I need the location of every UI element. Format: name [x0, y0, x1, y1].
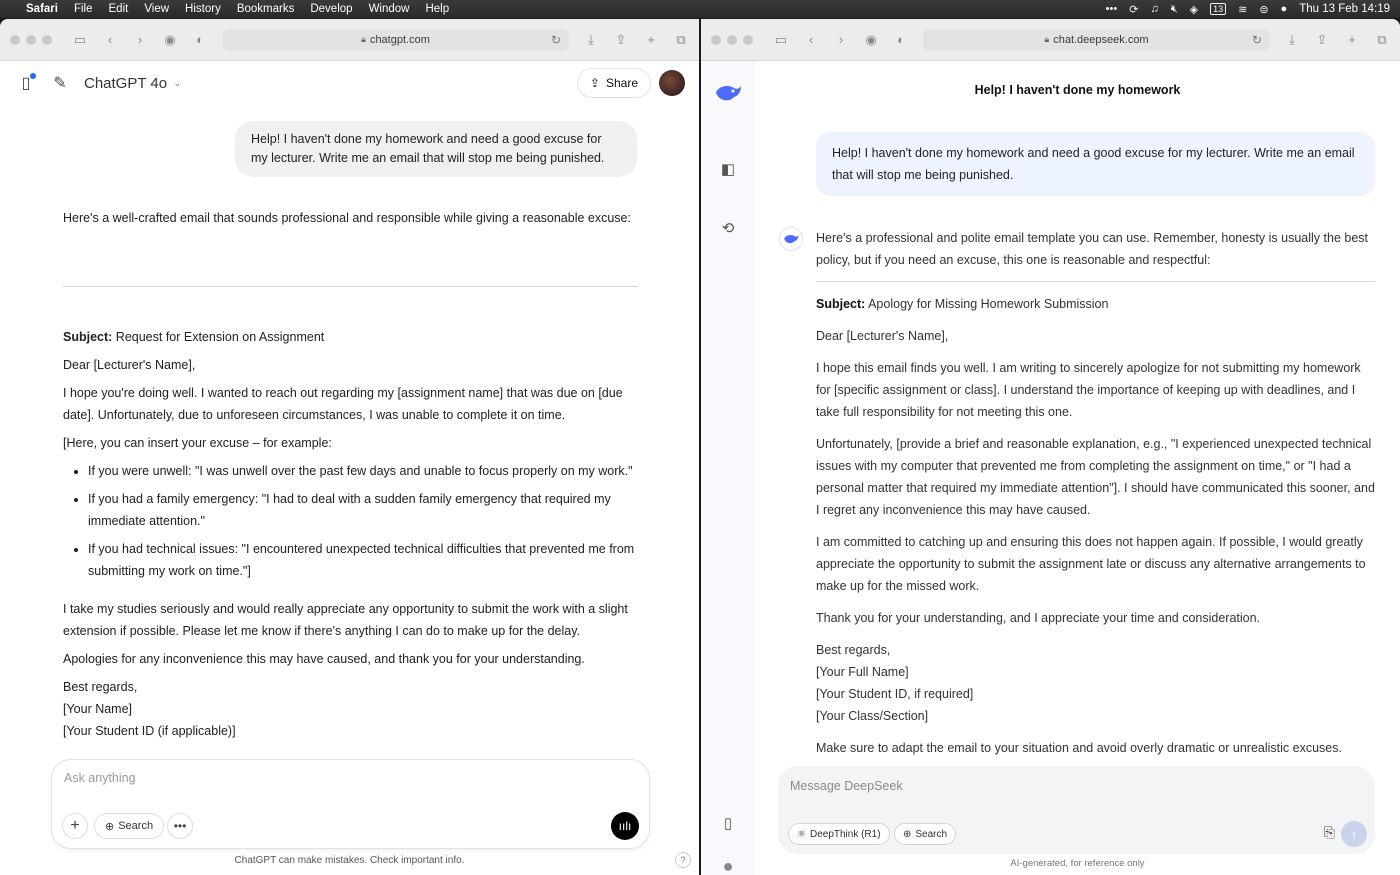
voice-mode-button[interactable]: ıılı [611, 812, 639, 840]
browser-toolbar [0, 19, 699, 61]
tabs-overview-icon[interactable]: ⧉ [676, 31, 686, 47]
user-message: Help! I haven't done my homework and need a good excuse for my lecturer. Write me an email that will stop me being punished. [816, 132, 1375, 196]
share-button[interactable] [577, 68, 651, 98]
list-item: • If you had a family emergency: "I had to deal with a sudden family emergency that required my immediate attention." [88, 488, 638, 532]
reload-icon[interactable]: ↻ [550, 32, 561, 47]
search-label: Search [118, 820, 154, 832]
attach-icon[interactable]: ⎘ [1323, 824, 1335, 840]
sidebar [701, 61, 755, 875]
open-sidebar-icon[interactable]: ◧ [720, 161, 736, 178]
deepthink-label: DeepThink (R1) [809, 828, 881, 840]
message-input[interactable]: Message DeepSeek [790, 779, 903, 793]
email-subject: Subject: Apology for Missing Homework Submission [816, 297, 1109, 311]
email-para: I hope you're doing well. I wanted to reach out regarding my [assignment name] that was due on [due date]. Unfortunately, due to unforeseen circumstances, I was unable to complete it on time. [63, 386, 623, 422]
menu-help[interactable]: Help [425, 3, 450, 15]
email-para: Thank you for your understanding, and I appreciate your time and consideration. [816, 611, 1261, 625]
email-greeting: Dear [Lecturer's Name], [816, 329, 949, 343]
lock-icon: 🔒︎ [361, 34, 366, 44]
email-signoff: [Your Name] [63, 702, 133, 716]
back-icon[interactable]: ‹ [808, 32, 814, 47]
email-greeting: Dear [Lecturer's Name], [63, 358, 196, 372]
privacy-icon[interactable]: ◐ [196, 32, 204, 47]
menu-file[interactable]: File [73, 3, 93, 15]
avatar[interactable] [659, 70, 685, 96]
model-name: ChatGPT 4o [84, 74, 168, 92]
browser-toolbar [701, 19, 1400, 61]
menu-window[interactable]: Window [368, 3, 410, 15]
new-tab-icon[interactable]: + [1348, 32, 1356, 47]
sync-icon[interactable]: ⟳ [1129, 3, 1139, 16]
divider [63, 286, 638, 287]
wifi-icon[interactable]: ≋ [1238, 3, 1248, 16]
share-label: Share [605, 76, 638, 90]
deepseek-logo-icon[interactable] [713, 79, 743, 107]
help-button[interactable]: ? [675, 852, 691, 868]
download-icon[interactable]: ⤓ [588, 31, 594, 47]
deepseek-window [701, 19, 1400, 875]
email-para: I hope this email finds you well. I am writing to sincerely apologize for not submitting my homework for [specific assignment or class]. I understand the importance of keeping up with deadlines, and I take full responsibility for not meeting this one. [816, 361, 1361, 419]
email-body [816, 293, 1376, 759]
divider [816, 281, 1375, 282]
assistant-avatar-icon [779, 227, 803, 251]
list-item: • If you were unwell: "I was unwell over the past few days and unable to focus properly on my work." [88, 460, 638, 482]
email-subject: Subject: Request for Extension on Assignment [63, 330, 325, 344]
atom-icon: ⚛ [797, 828, 806, 840]
menu-app[interactable]: Safari [26, 3, 58, 15]
globe-icon: ⊕ [105, 820, 115, 833]
sidebar-icon[interactable]: ▯ [16, 73, 36, 93]
menu-history[interactable]: History [185, 3, 221, 15]
clock[interactable]: Thu 13 Feb 14:19 [1299, 3, 1390, 15]
email-para: Unfortunately, [provide a brief and reasonable explanation, e.g., "I experienced unexpected technical issues with my computer that prevented me from completing the assignment on time," or "I had a personal matter that required my immediate attention"]. I should have communicated this sooner, and I regret any inconvenience this may have caused. [816, 437, 1375, 517]
profile-icon[interactable]: ● [722, 855, 734, 875]
siri-icon[interactable]: ● [1280, 3, 1288, 15]
email-para: I take my studies seriously and would really appreciate any opportunity to submit the work with a slight extension if possible. Please let me know if there's anything I can do to make up for the delay. [63, 602, 628, 638]
search-button[interactable] [94, 813, 164, 839]
chat-composer[interactable] [778, 766, 1375, 854]
mobile-app-icon[interactable]: ▯ [723, 815, 733, 832]
headphones-icon[interactable]: ♫ [1150, 3, 1159, 15]
chat-thread [0, 105, 699, 785]
address-bar[interactable] [222, 29, 569, 51]
disclaimer: AI-generated, for reference only [1010, 858, 1145, 869]
menu-bookmarks[interactable]: Bookmarks [236, 3, 295, 15]
share-icon[interactable]: ⇪ [1316, 31, 1328, 47]
excuse-list [63, 460, 638, 582]
tabs-overview-icon[interactable]: ⧉ [1377, 31, 1387, 47]
lock-icon: 🔒︎ [1044, 34, 1050, 44]
globe-icon: ⊕ [903, 828, 912, 840]
chat-header [0, 61, 699, 105]
assistant-intro: Here's a professional and polite email template you can use. Remember, honesty is usually the best policy, but if you need an excuse, this one is reasonable and respectful: [816, 231, 1368, 267]
email-signoff: [Your Student ID, if required] [816, 687, 974, 701]
deepthink-button[interactable] [788, 823, 890, 845]
back-icon[interactable]: ‹ [107, 32, 113, 47]
address-bar[interactable] [923, 29, 1270, 51]
menu-bar [0, 0, 1400, 18]
new-tab-icon[interactable]: + [647, 32, 655, 47]
email-signoff: [Your Class/Section] [816, 709, 929, 723]
menu-edit[interactable]: Edit [108, 3, 129, 15]
assistant-intro: Here's a well-crafted email that sounds professional and responsible while giving a reasonable excuse: [63, 211, 631, 225]
email-signoff: [Your Student ID (if applicable)] [63, 724, 236, 738]
closing-note: Make sure to adapt the email to your situation and avoid overly dramatic or unrealistic excuses. [816, 741, 1342, 755]
new-chat-icon[interactable]: ⟲ [721, 220, 735, 237]
menu-view[interactable]: View [144, 3, 170, 15]
search-button[interactable] [894, 823, 956, 845]
search-label: Search [915, 828, 948, 840]
chat-title: Help! I haven't done my homework [974, 83, 1181, 97]
window-controls[interactable] [10, 35, 52, 45]
email-para: [Here, you can insert your excuse – for example: [63, 436, 332, 450]
sidebar-toggle-icon[interactable]: ▭ [774, 31, 788, 47]
email-para: Apologies for any inconvenience this may have caused, and thank you for your understanding. [63, 652, 585, 666]
extension-icon[interactable]: ◉ [865, 31, 877, 47]
email-para: I am committed to catching up and ensuring this does not happen again. If possible, I would greatly appreciate the opportunity to submit the assignment late or discuss any alternative arrangements to make up for the missed work. [816, 535, 1366, 593]
more-options-button[interactable]: ••• [167, 813, 193, 839]
email-signoff: Best regards, [63, 680, 138, 694]
download-icon[interactable]: ⤓ [1289, 31, 1295, 47]
extension-icon[interactable]: ◉ [164, 31, 176, 47]
privacy-icon[interactable]: ◐ [897, 32, 905, 47]
url-text: chatgpt.com [369, 33, 430, 46]
chevron-down-icon: ⌄ [173, 77, 182, 89]
control-center-icon[interactable]: ⊜ [1259, 3, 1269, 16]
message-input[interactable]: Ask anything [64, 771, 136, 785]
email-body [63, 326, 638, 742]
attach-button[interactable]: + [62, 813, 88, 839]
reload-icon[interactable]: ↻ [1251, 32, 1262, 47]
menu-develop[interactable]: Develop [310, 3, 353, 15]
chatgpt-window [0, 19, 699, 875]
share-icon[interactable]: ⇪ [615, 31, 627, 47]
mute-icon[interactable]: 🔇︎ [1170, 2, 1178, 15]
forward-icon[interactable]: › [137, 32, 143, 47]
new-chat-icon[interactable]: ✎ [53, 75, 67, 92]
list-item: • If you had technical issues: "I encountered unexpected technical difficulties that prevented me from submitting my work on time."] [88, 538, 638, 582]
url-text: chat.deepseek.com [1053, 33, 1149, 46]
chat-composer[interactable] [51, 759, 650, 849]
user-message: Help! I haven't done my homework and need a good excuse for my lecturer. Write me an email that will stop me being punished. [235, 121, 637, 177]
email-signoff: Best regards, [816, 643, 891, 657]
more-icon[interactable]: ••• [1105, 3, 1118, 15]
model-selector[interactable] [84, 75, 182, 92]
forward-icon[interactable]: › [838, 32, 844, 47]
email-signoff: [Your Full Name] [816, 665, 909, 679]
send-button[interactable]: ↑ [1341, 821, 1367, 847]
sidebar-toggle-icon[interactable]: ▭ [73, 31, 87, 47]
vpn-icon[interactable]: ◈ [1189, 3, 1199, 16]
share-icon: ⇪ [589, 76, 600, 90]
calendar-icon[interactable]: 13 [1210, 3, 1226, 15]
disclaimer: ChatGPT can make mistakes. Check important info. [234, 855, 465, 866]
window-controls[interactable] [711, 35, 753, 45]
